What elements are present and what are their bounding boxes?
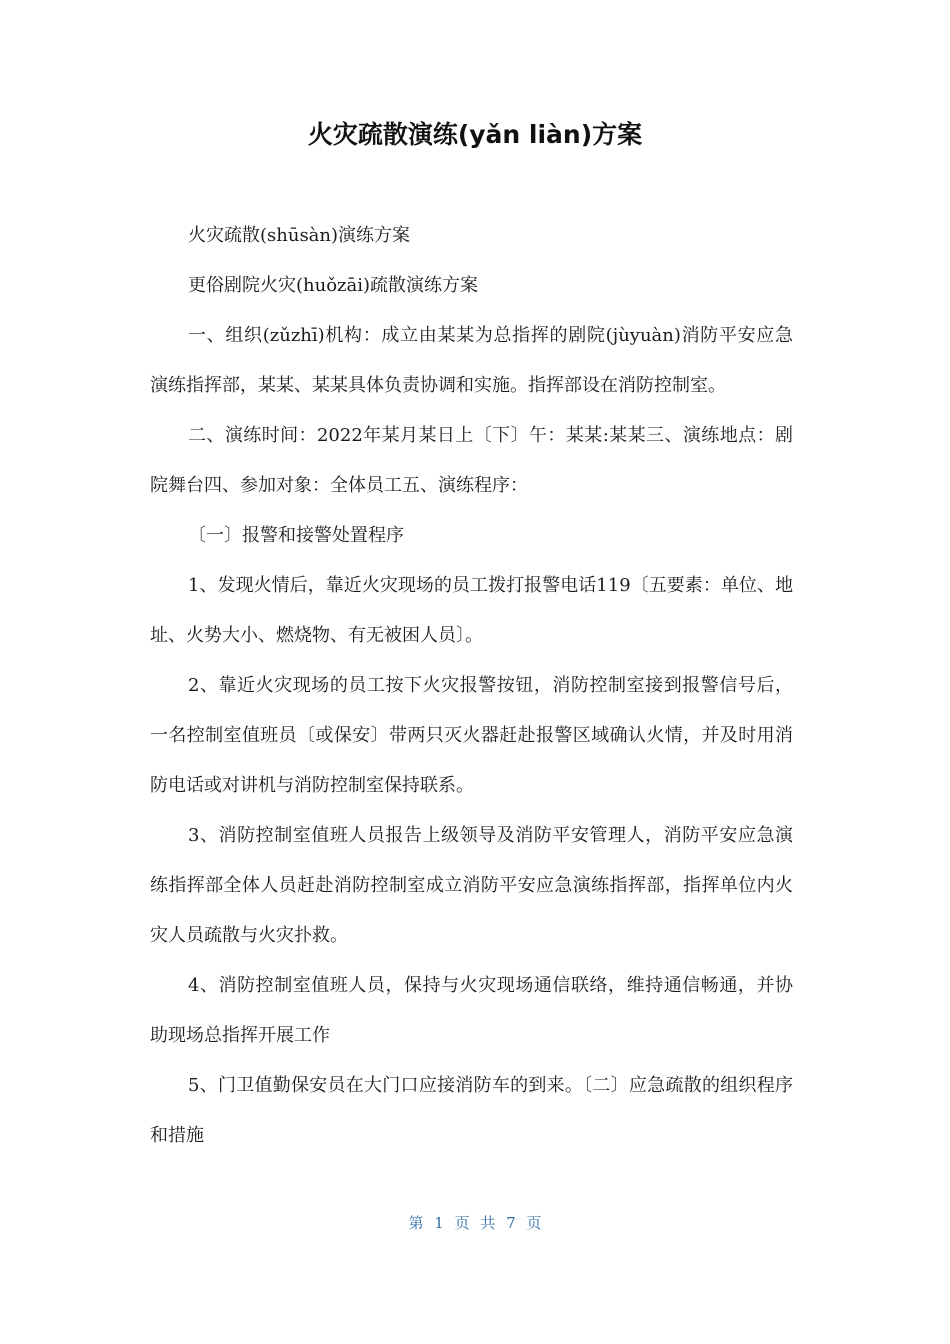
paragraph: 更俗剧院火灾(huǒzāi)疏散演练方案	[188, 275, 479, 296]
paragraph: 火灾疏散(shūsàn)演练方案	[188, 225, 411, 246]
paragraph: 一、组织(zǔzhī)机构：成立由某某为总指挥的剧院(jùyuàn)消防平安应急演练指挥部，某某、某某具体负责协调和实施。指挥部设在消防控制室。	[150, 325, 793, 396]
paragraph: 二、演练时间：2022年某月某日上〔下〕午：某某:某某三、演练地点：剧院舞台四、参加对象：全体员工五、演练程序：	[150, 425, 793, 496]
paragraph: 〔一〕报警和接警处置程序	[188, 525, 404, 546]
page-footer: 第 1 页 共 7 页	[408, 1214, 542, 1232]
document-body	[150, 211, 793, 1161]
paragraph: 2、靠近火灾现场的员工按下火灾报警按钮，消防控制室接到报警信号后，一名控制室值班员〔或保安〕带两只灭火器赶赴报警区域确认火情，并及时用消防电话或对讲机与消防控制室保持联系。	[150, 675, 793, 796]
paragraph: 5、门卫值勤保安员在大门口应接消防车的到来。〔二〕应急疏散的组织程序和措施	[150, 1075, 793, 1146]
document-title: 火灾疏散演练(yǎn liàn)方案	[307, 120, 643, 149]
paragraph: 3、消防控制室值班人员报告上级领导及消防平安管理人，消防平安应急演练指挥部全体人员赶赴消防控制室成立消防平安应急演练指挥部，指挥单位内火灾人员疏散与火灾扑救。	[150, 825, 793, 946]
paragraph: 4、消防控制室值班人员，保持与火灾现场通信联络，维持通信畅通，并协助现场总指挥开展工作	[150, 975, 793, 1046]
paragraph: 1、发现火情后，靠近火灾现场的员工拨打报警电话119〔五要素：单位、地址、火势大小、燃烧物、有无被困人员〕。	[150, 575, 793, 646]
